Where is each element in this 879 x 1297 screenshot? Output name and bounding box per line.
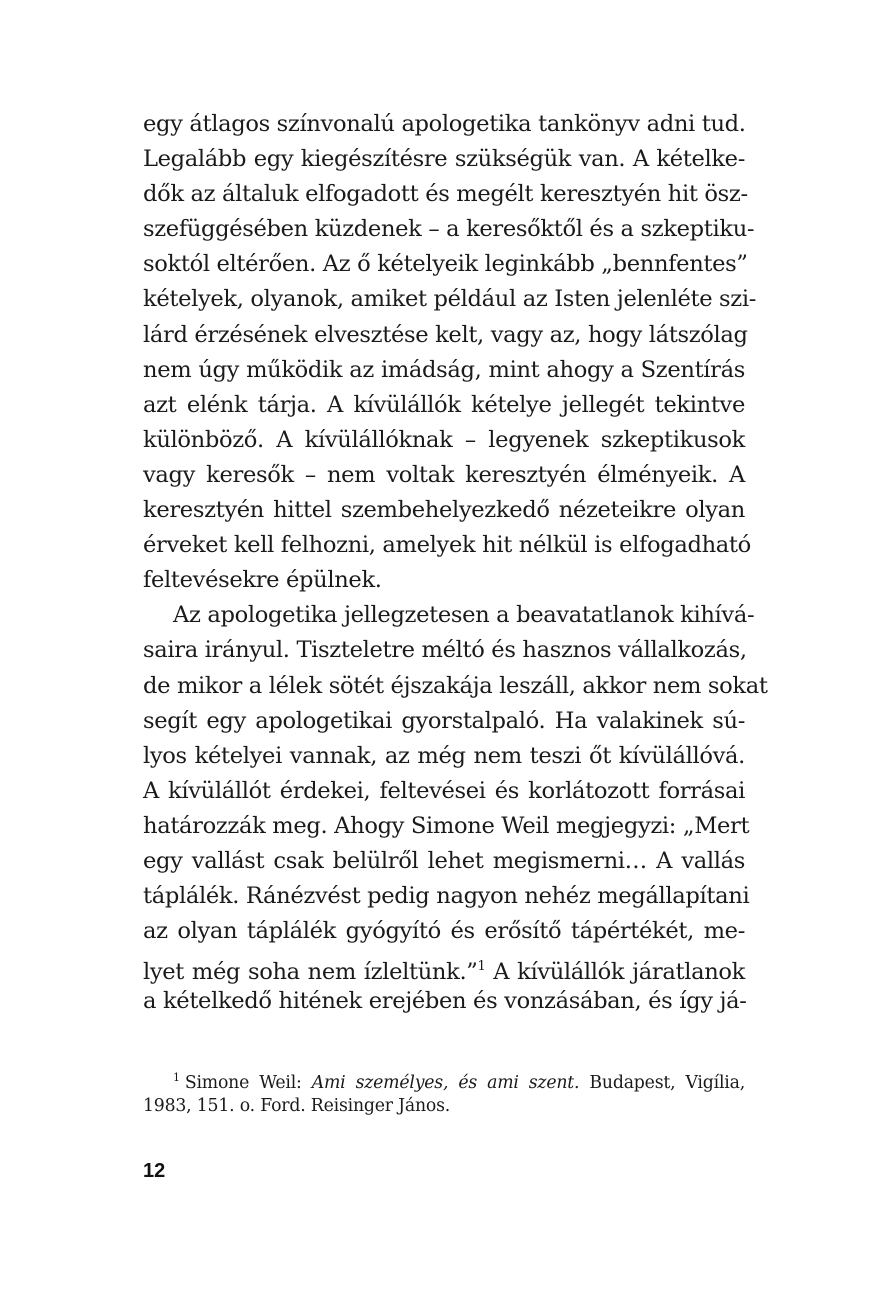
text-line: különböző. A kívülállóknak – legyenek szkeptikusok <box>143 426 745 453</box>
line-text: A kívülállók járatlanok <box>485 959 745 986</box>
text-line: vagy keresők – nem voltak keresztyén élményeik. A <box>143 461 745 488</box>
text-line: soktól eltérően. Az ő kételyeik leginkább „bennfentes” <box>143 251 748 278</box>
text-line: táplálék. Ránézvést pedig nagyon nehéz megállapítani <box>143 883 750 910</box>
footnote-mark: 1 <box>173 1071 180 1084</box>
text-line: az olyan táplálék gyógyító és erősítő tápértékét, me- <box>143 918 745 945</box>
text-line: de mikor a lélek sötét éjszakája leszáll, akkor nem sokat <box>143 672 768 699</box>
text-line: dők az általuk elfogadott és megélt keresztyén hit ösz- <box>143 181 748 208</box>
footnote <box>143 1063 745 1121</box>
text-line: lárd érzésének elvesztése kelt, vagy az, hogy látszólag <box>143 321 748 348</box>
footnote-line: 1983, 151. o. Ford. Reisinger János. <box>143 1096 451 1116</box>
text-line: érveket kell felhozni, amelyek hit nélkül is elfogadható <box>143 532 751 559</box>
paragraph-start-line: Az apologetika jellegzetesen a beavatatlanok kihívá- <box>173 602 755 629</box>
text-line: azt elénk tárja. A kívülállók kételye jellegét tekintve <box>143 391 745 418</box>
text-line: lyos kételyei vannak, az még nem teszi őt kívülállóvá. <box>143 742 745 769</box>
text-line: segít egy apologetikai gyorstalpaló. Ha valakinek sú- <box>143 707 745 734</box>
text-line: a kételkedő hitének erejében és vonzásában, és így já- <box>143 988 747 1015</box>
text-line: feltevésekre épülnek. <box>143 567 382 594</box>
text-line: A kívülállót érdekei, feltevései és korlátozott forrásai <box>143 777 745 804</box>
text-line: egy vallást csak belülről lehet megismerni… A vallás <box>143 847 745 874</box>
footnote-line <box>143 1063 745 1092</box>
footnote-publisher: Budapest, Vigília, <box>579 1073 746 1093</box>
text-line-with-footnote-ref <box>143 949 745 984</box>
text-line: saira irányul. Tiszteletre méltó és hasznos vállalkozás, <box>143 637 747 664</box>
footnote-title: Ami személyes, és ami szent. <box>311 1073 580 1093</box>
footnote-author: Simone Weil: <box>184 1073 312 1093</box>
text-line: Legalább egy kiegészítésre szükségük van. A kételke- <box>143 146 745 173</box>
text-line: szefüggésében küzdenek – a keresőktől és a szkeptiku- <box>143 216 755 243</box>
main-text <box>143 107 768 1019</box>
text-line: nem úgy működik az imádság, mint ahogy a Szentírás <box>143 356 745 383</box>
line-text: lyet még soha nem ízleltünk.” <box>143 959 478 986</box>
text-line: határozzák meg. Ahogy Simone Weil megjegyzi: „Mert <box>143 812 750 839</box>
page-number: 12 <box>143 1160 166 1182</box>
text-line: egy átlagos színvonalú apologetika tankönyv adni tud. <box>143 111 746 137</box>
text-line: keresztyén hittel szembehelyezkedő nézeteikre olyan <box>143 497 745 524</box>
footnote-reference: 1 <box>477 959 486 975</box>
text-line: kételyek, olyanok, amiket például az Isten jelenléte szi- <box>143 286 757 313</box>
